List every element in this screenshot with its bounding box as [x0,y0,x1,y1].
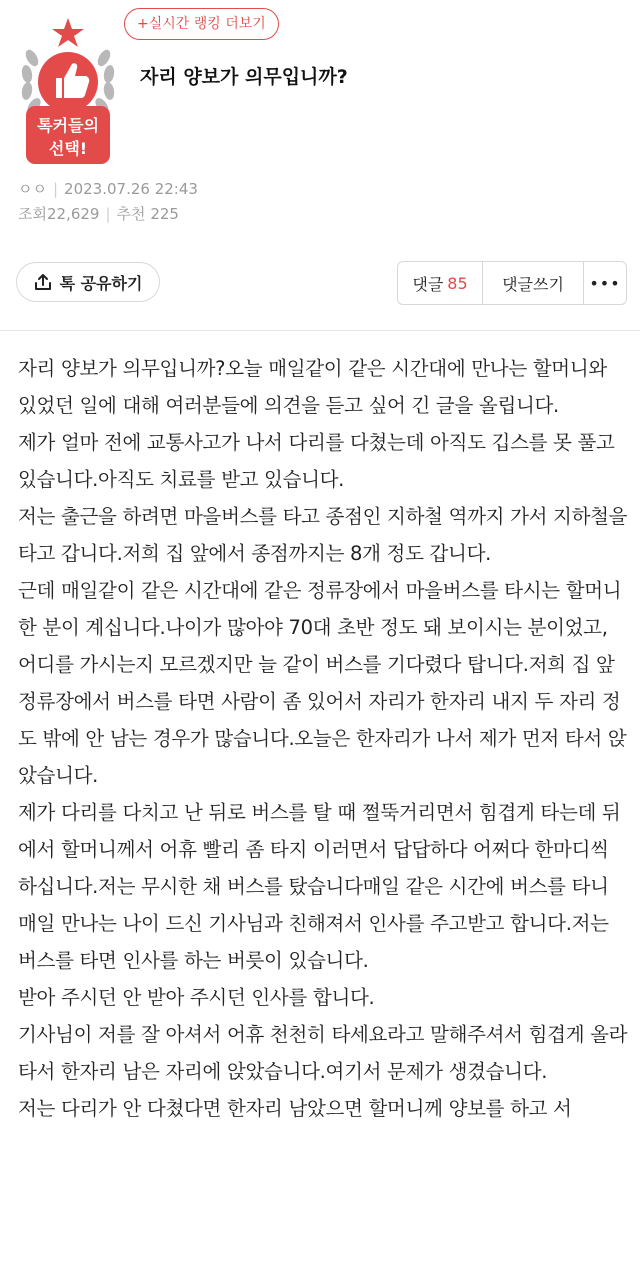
body-paragraph: 저는 다리가 안 다쳤다면 한자리 남았으면 할머니께 양보를 하고 서 [18,1097,572,1120]
comments-label: 댓글 [412,274,444,294]
body-paragraph: 자리 양보가 의무입니까?오늘 매일같이 같은 시간대에 만나는 할머니와 있었던 일에 대해 여러분들에 의견을 듣고 싶어 긴 글을 올립니다. [18,357,607,417]
meta-divider: | [52,180,59,198]
thumbs-up-laurel-badge-icon [18,12,118,170]
post-meta-author-date [18,178,198,199]
body-paragraph: 제가 다리를 다치고 난 뒤로 버스를 탈 때 쩔뚝거리면서 힘겹게 타는데 뒤에서 할머니께서 어휴 빨리 좀 타지 이러면서 답답하다 어쩌다 한마디씩 하십니다.저는 무시한 채 버스를 탔습니다매일 같은 시간에 버스를 타니 매일 만나는 나이 드신 기사님과 친해져서 인사를 주고받고 합니다.저는 버스를 타면 인사를 하는 버릇이 있습니다. [18,801,621,972]
body-paragraph: 근데 매일같이 같은 시간대에 같은 정류장에서 마을버스를 타시는 할머니 한 분이 계십니다.나이가 많아야 70대 초반 정도 돼 보이시는 분이었고, 어디를 가시는지 모르겠지만 늘 같이 버스를 기다렸다 탑니다.저희 집 앞 정류장에서 버스를 타면 사람이 좀 있어서 자리가 한자리 내지 두 자리 정도 밖에 안 남는 경우가 많습니다.오늘은 한자리가 나서 제가 먼저 타서 앉았습니다. [18,579,627,787]
post-date: 2023.07.26 22:43 [64,180,198,198]
share-label: 톡 공유하기 [59,273,143,293]
recommend-count: 225 [150,205,179,223]
comments-count: 85 [447,273,468,293]
recommend-label: 추천 [116,205,146,223]
views-count: 22,629 [46,205,100,223]
comments-button[interactable] [398,262,483,304]
more-dots-icon[interactable]: ••• [589,273,621,293]
section-divider [0,330,640,331]
post-title: 자리 양보가 의무입니까? [140,66,348,88]
body-paragraph: 기사님이 저를 잘 아셔서 어휴 천천히 타세요라고 말해주셔서 힘겹게 올라타서 한자리 남은 자리에 앉았습니다.여기서 문제가 생겼습니다. [18,1023,628,1083]
body-paragraph: 저는 출근을 하려면 마을버스를 타고 종점인 지하철 역까지 가서 지하철을 타고 갑니다.저희 집 앞에서 종점까지는 8개 정도 갑니다. [18,505,628,565]
body-paragraph: 제가 얼마 전에 교통사고가 나서 다리를 다쳤는데 아직도 깁스를 못 풀고 있습니다.아직도 치료를 받고 있습니다. [18,431,615,491]
post-meta-stats [18,203,179,224]
share-icon [34,273,52,291]
badge-line1: 톡커들의 [37,116,99,135]
author-name[interactable]: ㅇㅇ [18,180,47,198]
views-label: 조회 [18,205,47,223]
badge-line2: 선택! [48,139,88,158]
post-body [18,350,628,1127]
post-header [0,0,640,330]
share-button[interactable] [16,262,160,302]
meta-divider: | [105,205,111,223]
write-comment-button[interactable]: 댓글쓰기 [483,262,584,304]
realtime-ranking-link[interactable]: +실시간 랭킹 더보기 [124,8,279,40]
body-paragraph: 받아 주시던 안 받아 주시던 인사를 합니다. [18,986,375,1009]
comment-actions [397,261,627,305]
